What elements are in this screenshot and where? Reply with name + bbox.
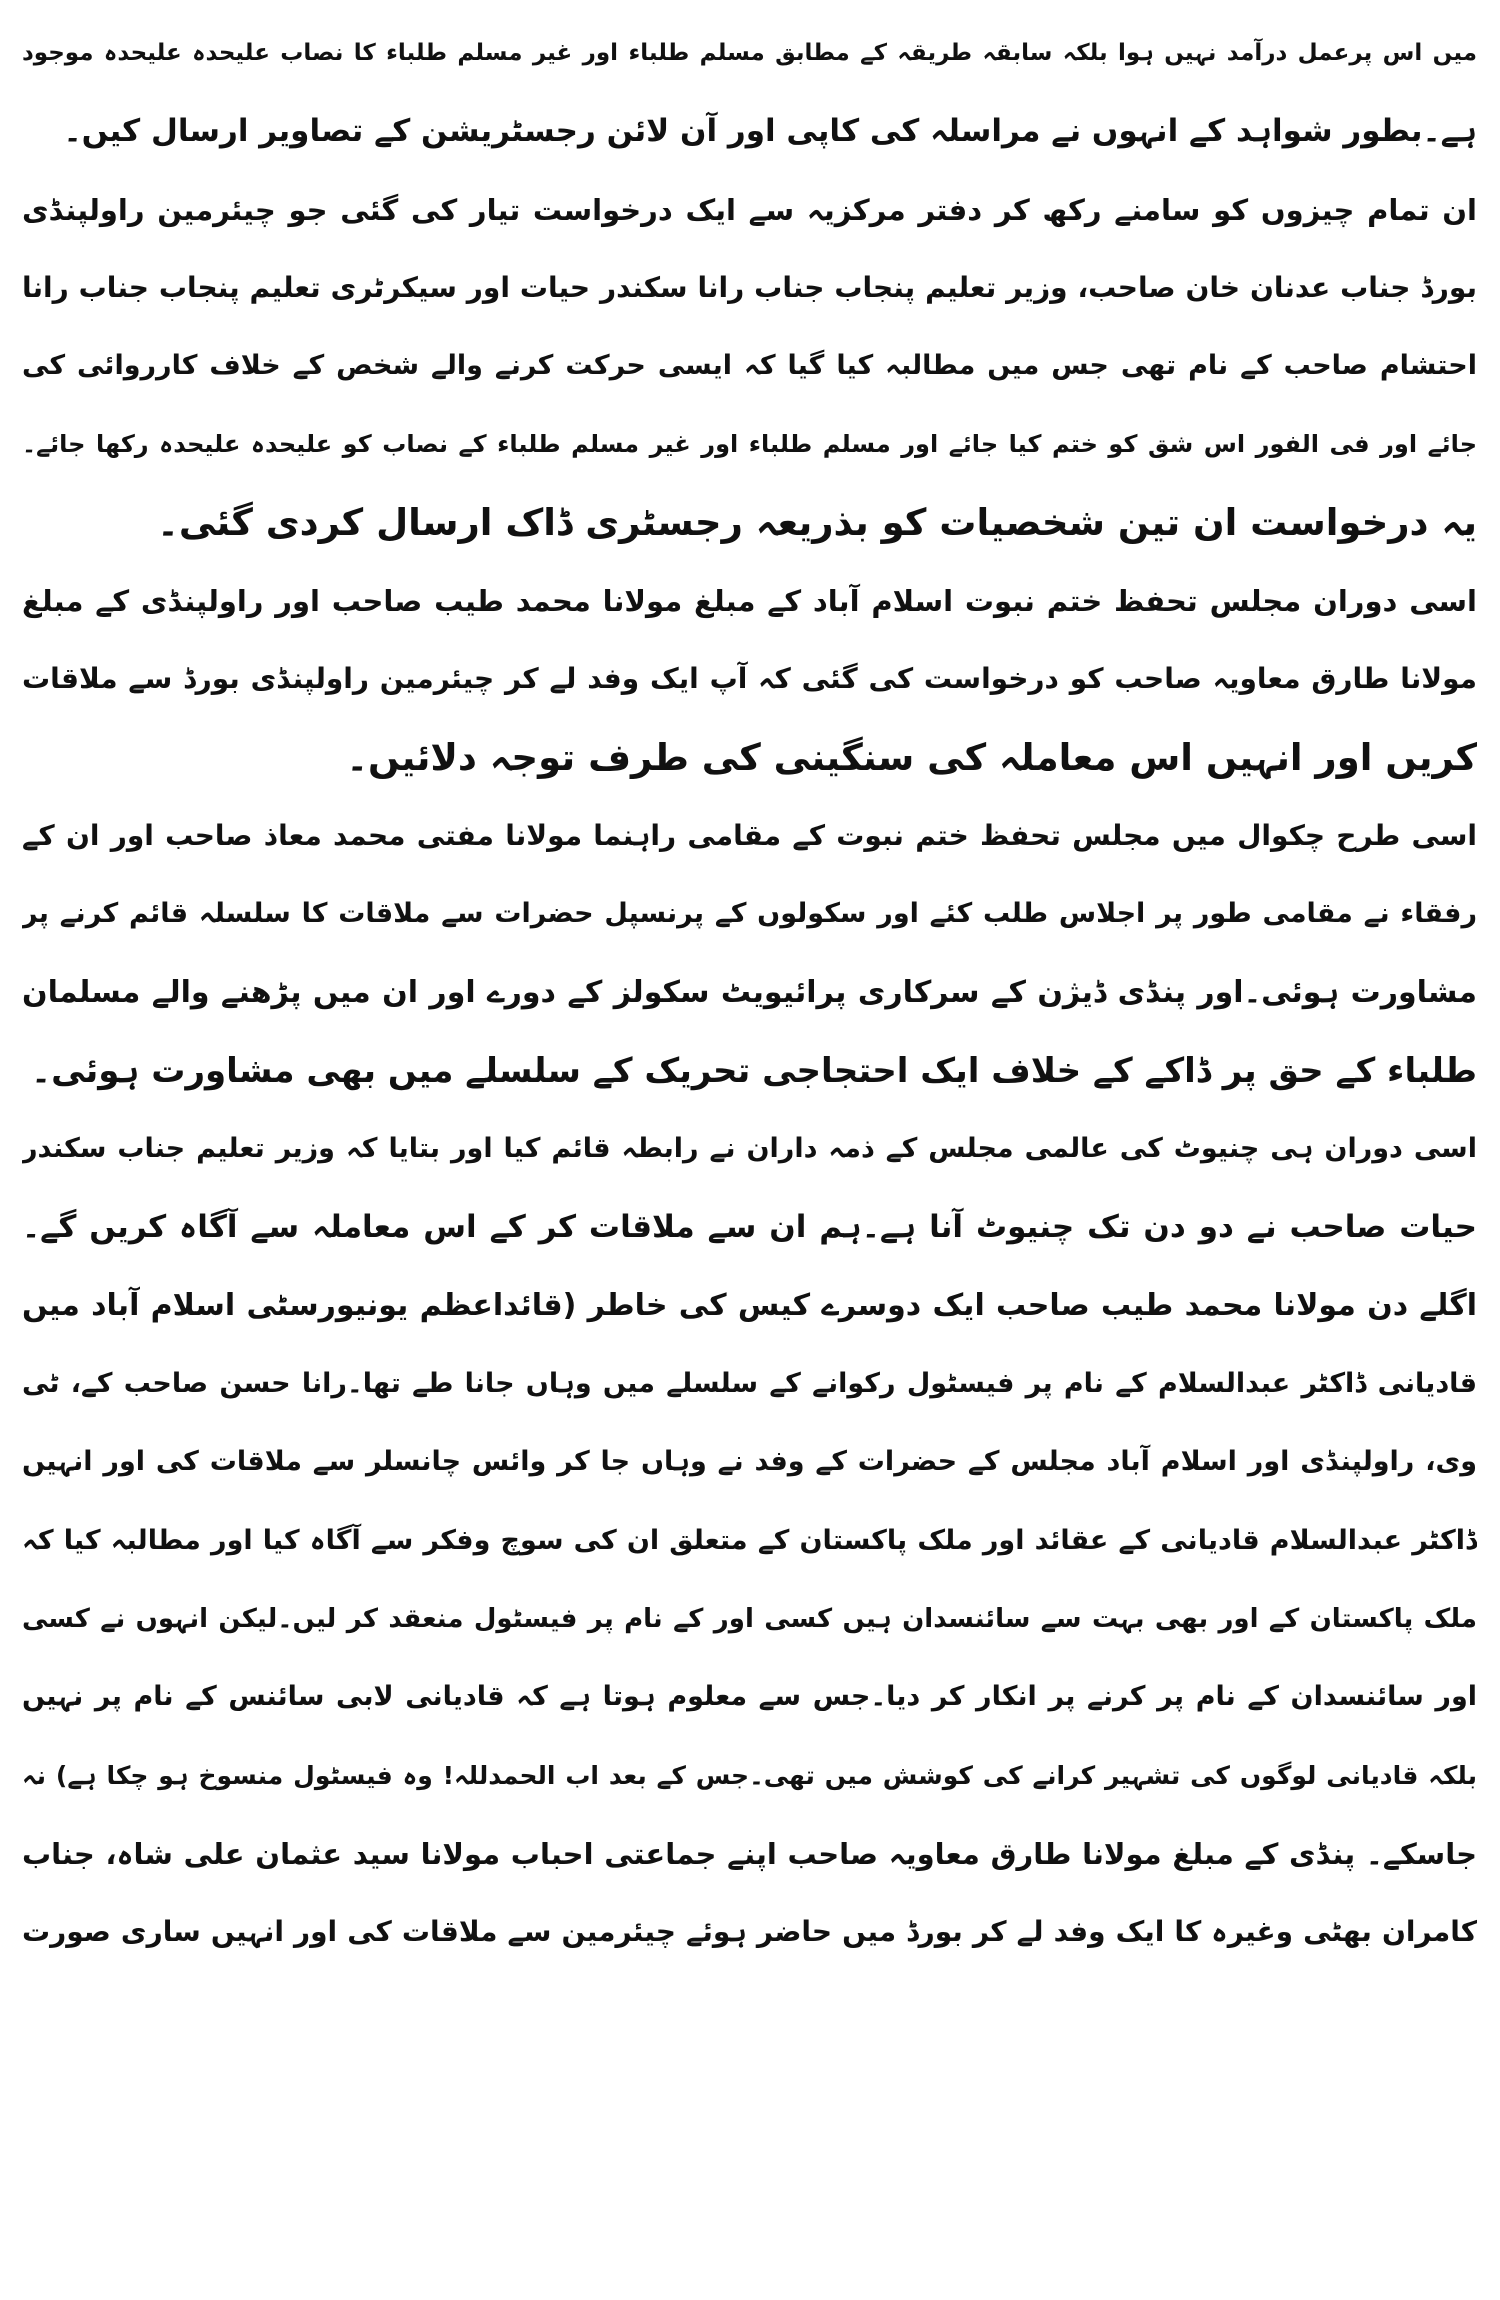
text-line: مولانا طارق معاویہ صاحب کو درخواست کی گئی کہ آپ ایک وفد لے کر چیئرمین راولپنڈی بورڈ سے ملاقات bbox=[22, 662, 1477, 696]
text-line: کامران بھٹی وغیرہ کا ایک وفد لے کر بورڈ میں حاضر ہوئے چیئرمین سے ملاقات کی اور انہیں ساری صورت bbox=[22, 1915, 1477, 1949]
text-line: حیات صاحب نے دو دن تک چنیوٹ آنا ہے۔ہم ان سے ملاقات کر کے اس معاملہ سے آگاہ کریں گے۔ bbox=[22, 1209, 1477, 1246]
text-line: اسی دوران ہی چنیوٹ کی عالمی مجلس کے ذمہ داران نے رابطہ قائم کیا اور بتایا کہ وزیر تعلیم جناب سکندر bbox=[22, 1133, 1477, 1165]
text-line: جاسکے۔ پنڈی کے مبلغ مولانا طارق معاویہ صاحب اپنے جماعتی احباب مولانا سید عثمان علی شاہ، جناب bbox=[22, 1836, 1477, 1871]
text-line: اور سائنسدان کے نام پر کرنے پر انکار کر دیا۔جس سے معلوم ہوتا ہے کہ قادیانی لابی سائنس کے نام پر نہیں bbox=[22, 1681, 1477, 1713]
text-line: یہ درخواست ان تین شخصیات کو بذریعہ رجسٹری ڈاک ارسال کردی گئی۔ bbox=[157, 500, 1477, 544]
text-line: جائے اور فی الفور اس شق کو ختم کیا جائے اور مسلم طلباء اور غیر مسلم طلباء کے نصاب کو علیحدہ علیحدہ رکھا جائے۔ bbox=[22, 430, 1477, 459]
text-line: ڈاکٹر عبدالسلام قادیانی کے عقائد اور ملک پاکستان کے متعلق ان کی سوچ وفکر سے آگاہ کیا اور مطالبہ کیا کہ bbox=[22, 1524, 1477, 1556]
text-line: احتشام صاحب کے نام تھی جس میں مطالبہ کیا گیا کہ ایسی حرکت کرنے والے شخص کے خلاف کارروائی کی bbox=[22, 350, 1477, 382]
text-line: بلکہ قادیانی لوگوں کی تشہیر کرانے کی کوشش میں تھی۔جس کے بعد اب الحمدللہ! وہ فیسٹول منسوخ ہو چکا ہے) نہ bbox=[22, 1760, 1477, 1790]
text-line: وی، راولپنڈی اور اسلام آباد مجلس کے حضرات کے وفد نے وہاں جا کر وائس چانسلر سے ملاقات کی اور انہیں bbox=[22, 1446, 1477, 1478]
document-page bbox=[22, 14, 1477, 2284]
text-line: اسی طرح چکوال میں مجلس تحفظ ختم نبوت کے مقامی راہنما مولانا مفتی محمد معاذ صاحب اور ان کے bbox=[22, 818, 1477, 852]
text-line: اسی دوران مجلس تحفظ ختم نبوت اسلام آباد کے مبلغ مولانا محمد طیب صاحب اور راولپنڈی کے مبلغ bbox=[22, 584, 1477, 619]
text-line: قادیانی ڈاکٹر عبدالسلام کے نام پر فیسٹول رکوانے کے سلسلے میں وہاں جانا طے تھا۔رانا حسن صاحب کے، ٹی bbox=[22, 1368, 1477, 1400]
text-line: مشاورت ہوئی۔اور پنڈی ڈیژن کے سرکاری پرائیویٹ سکولز کے دورے اور ان میں پڑھنے والے مسلمان bbox=[22, 974, 1477, 1010]
text-line: ملک پاکستان کے اور بھی بہت سے سائنسدان ہیں کسی اور کے نام پر فیسٹول منعقد کر لیں۔لیکن انہوں نے کسی bbox=[22, 1603, 1477, 1634]
text-line: بورڈ جناب عدنان خان صاحب، وزیر تعلیم پنجاب جناب رانا سکندر حیات اور سیکرٹری تعلیم پنجاب جناب رانا bbox=[22, 270, 1477, 304]
text-line: ہے۔بطور شواہد کے انہوں نے مراسلہ کی کاپی اور آن لائن رجسٹریشن کے تصاویر ارسال کیں۔ bbox=[63, 113, 1477, 150]
text-line: رفقاء نے مقامی طور پر اجلاس طلب کئے اور سکولوں کے پرنسپل حضرات سے ملاقات کا سلسلہ قائم کرنے پر bbox=[22, 898, 1477, 930]
text-line: اگلے دن مولانا محمد طیب صاحب ایک دوسرے کیس کی خاطر (قائداعظم یونیورسٹی اسلام آباد میں bbox=[22, 1287, 1477, 1323]
text-line: کریں اور انہیں اس معاملہ کی سنگینی کی طرف توجہ دلائیں۔ bbox=[346, 735, 1477, 779]
text-line: میں اس پرعمل درآمد نہیں ہوا بلکہ سابقہ طریقہ کے مطابق مسلم طلباء اور غیر مسلم طلباء کا نصاب علیحدہ علیحدہ موجود bbox=[22, 40, 1477, 66]
text-line: ان تمام چیزوں کو سامنے رکھ کر دفتر مرکزیہ سے ایک درخواست تیار کی گئی جو چیئرمین راولپنڈی bbox=[22, 192, 1477, 227]
text-line: طلباء کے حق پر ڈاکے کے خلاف ایک احتجاجی تحریک کے سلسلے میں بھی مشاورت ہوئی۔ bbox=[31, 1050, 1477, 1091]
